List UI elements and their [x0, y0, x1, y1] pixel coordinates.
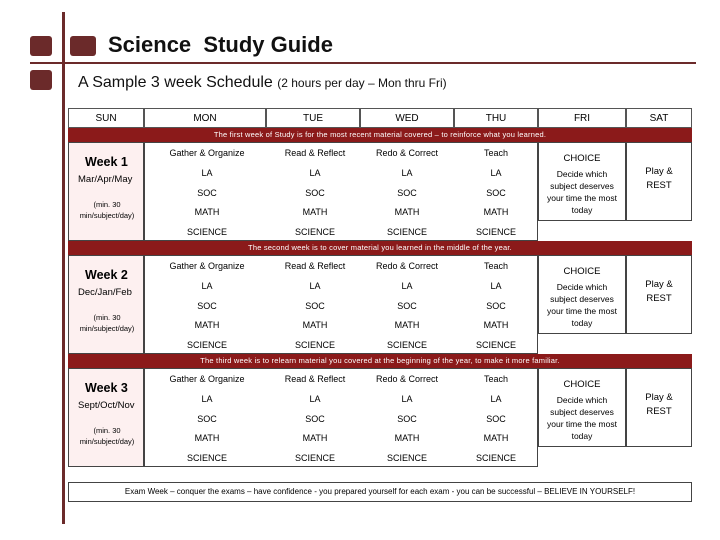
day-header-wed: WED — [360, 108, 454, 128]
subject-cell: SCIENCE — [475, 452, 516, 463]
subject-cell: MATH — [394, 433, 420, 443]
week-minutes: (min. 30 min/subject/day) — [79, 200, 135, 220]
subject-cell: MATH — [483, 207, 509, 217]
decor-square-3 — [30, 70, 52, 90]
day-header-fri: FRI — [538, 108, 626, 128]
column-header: Gather & Organize — [169, 374, 245, 384]
subject-cell: SCIENCE — [186, 339, 227, 350]
column-header: Gather & Organize — [169, 261, 245, 271]
subject-cell: LA — [401, 281, 413, 291]
week-band: The third week is to relearn material you covered at the beginning of the year, to make it more familiar. — [68, 354, 692, 368]
subject-cell: LA — [201, 168, 213, 178]
subject-cell: LA — [201, 281, 213, 291]
saturday-box — [626, 142, 692, 221]
choice-title: CHOICE — [563, 153, 601, 164]
day-header-tue: TUE — [266, 108, 360, 128]
week-title: Week 1 — [85, 155, 128, 169]
decor-square-1 — [30, 36, 52, 56]
week-months: Mar/Apr/May — [78, 174, 133, 185]
subject-cell: SOC — [305, 187, 325, 198]
subject-cell: SOC — [197, 187, 217, 198]
subject-cell: SOC — [305, 300, 325, 311]
choice-title: CHOICE — [563, 266, 601, 277]
column-header: Read & Reflect — [284, 148, 346, 158]
subtitle — [78, 74, 447, 92]
subject-cell: LA — [309, 394, 321, 404]
subject-cell: MATH — [194, 433, 220, 443]
choice-description: Decide which subject deserves your time the most today — [547, 282, 617, 328]
saturday-box — [626, 255, 692, 334]
column-header: Redo & Correct — [375, 374, 439, 384]
subtitle-detail: (2 hours per day – Mon thru Fri) — [277, 76, 447, 90]
subject-cell: LA — [201, 394, 213, 404]
subject-cell: MATH — [394, 207, 420, 217]
subject-cell: SOC — [197, 413, 217, 424]
column-header: Teach — [483, 261, 509, 271]
week-band: The first week of Study is for the most recent material covered – to reinforce what you learned. — [68, 128, 692, 142]
subtitle-main: A Sample 3 week Schedule — [78, 74, 278, 91]
subject-cell: SCIENCE — [186, 452, 227, 463]
week-minutes: (min. 30 min/subject/day) — [79, 313, 135, 333]
choice-box — [538, 255, 626, 334]
choice-description: Decide which subject deserves your time the most today — [547, 395, 617, 441]
saturday-line2: REST — [646, 293, 672, 304]
choice-title: CHOICE — [563, 379, 601, 390]
column-header: Gather & Organize — [169, 148, 245, 158]
week-title: Week 2 — [85, 268, 128, 282]
subject-cell: LA — [490, 281, 502, 291]
subject-cell: SOC — [197, 300, 217, 311]
subject-cell: MATH — [302, 433, 328, 443]
week-grid — [144, 255, 538, 354]
subject-cell: SOC — [486, 300, 506, 311]
subject-cell: LA — [309, 281, 321, 291]
day-header-mon: MON — [144, 108, 266, 128]
week-label-box — [68, 368, 144, 467]
column-header: Redo & Correct — [375, 261, 439, 271]
subject-cell: SCIENCE — [386, 452, 427, 463]
subject-cell: SOC — [486, 413, 506, 424]
week-band: The second week is to cover material you learned in the middle of the year. — [68, 241, 692, 255]
subject-cell: SCIENCE — [294, 339, 335, 350]
day-header-sun: SUN — [68, 108, 144, 128]
exam-week-banner: Exam Week – conquer the exams – have confidence - you prepared yourself for each exam - you can be successful – BELIEVE IN YOURSELF! — [68, 482, 692, 502]
week-grid — [144, 142, 538, 241]
column-header: Teach — [483, 148, 509, 158]
subject-cell: SCIENCE — [386, 339, 427, 350]
week-minutes: (min. 30 min/subject/day) — [79, 426, 135, 446]
subject-cell: SCIENCE — [386, 226, 427, 237]
subject-cell: SOC — [305, 413, 325, 424]
choice-box — [538, 142, 626, 221]
subject-cell: MATH — [302, 207, 328, 217]
saturday-line1: Play & — [645, 392, 673, 403]
column-header: Read & Reflect — [284, 261, 346, 271]
day-header-thu: THU — [454, 108, 538, 128]
subject-cell: MATH — [302, 320, 328, 330]
week-label-box — [68, 142, 144, 241]
subject-cell: MATH — [483, 320, 509, 330]
decor-horizontal-line — [30, 62, 696, 64]
week-months: Dec/Jan/Feb — [78, 287, 132, 298]
page-title: Science Study Guide — [108, 32, 333, 57]
choice-box — [538, 368, 626, 447]
subject-cell: SCIENCE — [294, 452, 335, 463]
subject-cell: SOC — [397, 413, 417, 424]
week-title: Week 3 — [85, 381, 128, 395]
subject-cell: MATH — [394, 320, 420, 330]
column-header: Redo & Correct — [375, 148, 439, 158]
column-header: Teach — [483, 374, 509, 384]
subject-cell: SOC — [486, 187, 506, 198]
subject-cell: SOC — [397, 300, 417, 311]
subject-cell: MATH — [194, 207, 220, 217]
saturday-line1: Play & — [645, 166, 673, 177]
saturday-box — [626, 368, 692, 447]
decor-square-2 — [70, 36, 96, 56]
subject-cell: LA — [401, 168, 413, 178]
week-label-box — [68, 255, 144, 354]
week-months: Sept/Oct/Nov — [78, 400, 135, 411]
day-header-sat: SAT — [626, 108, 692, 128]
saturday-line2: REST — [646, 180, 672, 191]
subject-cell: LA — [309, 168, 321, 178]
subject-cell: SCIENCE — [475, 339, 516, 350]
subject-cell: SCIENCE — [186, 226, 227, 237]
subject-cell: LA — [401, 394, 413, 404]
subject-cell: SCIENCE — [475, 226, 516, 237]
subject-cell: SOC — [397, 187, 417, 198]
decor-vertical-line — [62, 12, 65, 524]
subject-cell: LA — [490, 394, 502, 404]
subject-cell: LA — [490, 168, 502, 178]
subject-cell: SCIENCE — [294, 226, 335, 237]
saturday-line2: REST — [646, 406, 672, 417]
week-grid — [144, 368, 538, 467]
column-header: Read & Reflect — [284, 374, 346, 384]
subject-cell: MATH — [483, 433, 509, 443]
saturday-line1: Play & — [645, 279, 673, 290]
subject-cell: MATH — [194, 320, 220, 330]
choice-description: Decide which subject deserves your time the most today — [547, 169, 617, 215]
